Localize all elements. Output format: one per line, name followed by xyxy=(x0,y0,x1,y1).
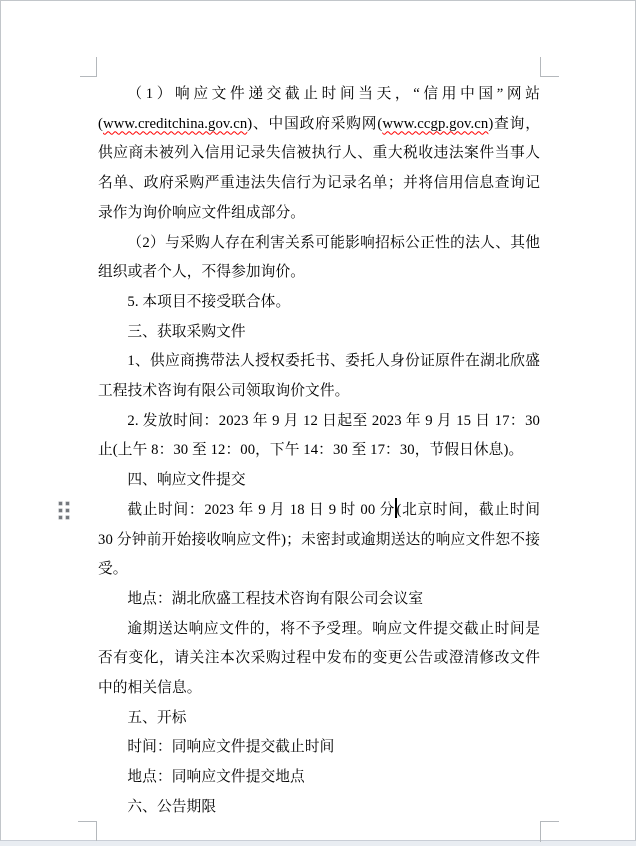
drag-handle-dot xyxy=(66,509,69,512)
paragraph-text: )查询，供应商未被列入信用记录失信被执行人、重大税收违法案件当事人名单、政府采购严重违法失信行为记录名单；并将信用信息查询记录作为询价响应文件组成部分。 xyxy=(98,115,540,221)
spellcheck-url-creditchina: www.creditchina.gov.cn xyxy=(103,115,248,132)
drag-handle-dot xyxy=(66,516,69,519)
section-heading-3[interactable]: 三、获取采购文件 xyxy=(127,323,246,340)
margin-crop-mark-bottom-right xyxy=(540,821,559,842)
drag-handle-dot xyxy=(59,502,62,505)
drag-handle-icon[interactable] xyxy=(59,502,69,519)
paragraph-text: (北京时间，截止时间 30 分钟前开始接收响应文件)；未密封或逾期送达的响应文件恕不接受。 xyxy=(98,501,540,578)
paragraph-text: 截止时间：2023 年 9 月 18 日 9 时 00 分 xyxy=(127,501,396,518)
paragraph-deadline[interactable] xyxy=(98,496,540,585)
paragraph-late-submission[interactable]: 逾期送达响应文件的，将不予受理。响应文件提交截止时间是否有变化，请关注本次采购过程中发布的变更公告或澄清修改文件中的相关信息。 xyxy=(98,620,540,697)
paragraph-opening-time[interactable]: 时间：同响应文件提交截止时间 xyxy=(127,739,335,756)
drag-handle-dot xyxy=(59,516,62,519)
paragraph-no-consortium[interactable]: 5. 本项目不接受联合体。 xyxy=(127,293,291,310)
paragraph-text: )、中国政府采购网( xyxy=(247,115,383,132)
paragraph-text: （1）响应文件递交截止时间当天，“信用中国”网站( xyxy=(98,86,540,132)
paragraph-document-collection[interactable]: 1、供应商携带法人授权委托书、委托人身份证原件在湖北欣盛工程技术咨询有限公司领取询价文件。 xyxy=(98,353,540,400)
paragraph-opening-location[interactable]: 地点：同响应文件提交地点 xyxy=(127,769,305,786)
margin-crop-mark-top-right xyxy=(540,57,559,77)
drag-handle-dot xyxy=(59,509,62,512)
paragraph-credit-check[interactable] xyxy=(98,80,540,229)
margin-crop-mark-bottom-left xyxy=(78,821,97,841)
section-heading-4[interactable]: 四、响应文件提交 xyxy=(127,472,246,489)
document-text-area[interactable] xyxy=(98,80,540,823)
paragraph-conflict-of-interest[interactable]: （2）与采购人存在利害关系可能影响招标公正性的法人、其他组织或者个人，不得参加询价。 xyxy=(98,234,540,281)
paragraph-issue-time[interactable]: 2. 发放时间：2023 年 9 月 12 日起至 2023 年 9 月 15 日 17：30 止(上午 8：30 至 12：00，下午 14：30 至 17：30，节假日休息)。 xyxy=(98,412,540,459)
spellcheck-url-ccgp: www.ccgp.gov.cn xyxy=(382,115,489,132)
section-heading-5[interactable]: 五、开标 xyxy=(127,709,187,726)
drag-handle-dot xyxy=(66,502,69,505)
paragraph-submission-location[interactable]: 地点：湖北欣盛工程技术咨询有限公司会议室 xyxy=(127,590,424,607)
section-heading-6[interactable]: 六、公告期限 xyxy=(127,798,217,815)
margin-crop-mark-top-left xyxy=(80,57,97,77)
